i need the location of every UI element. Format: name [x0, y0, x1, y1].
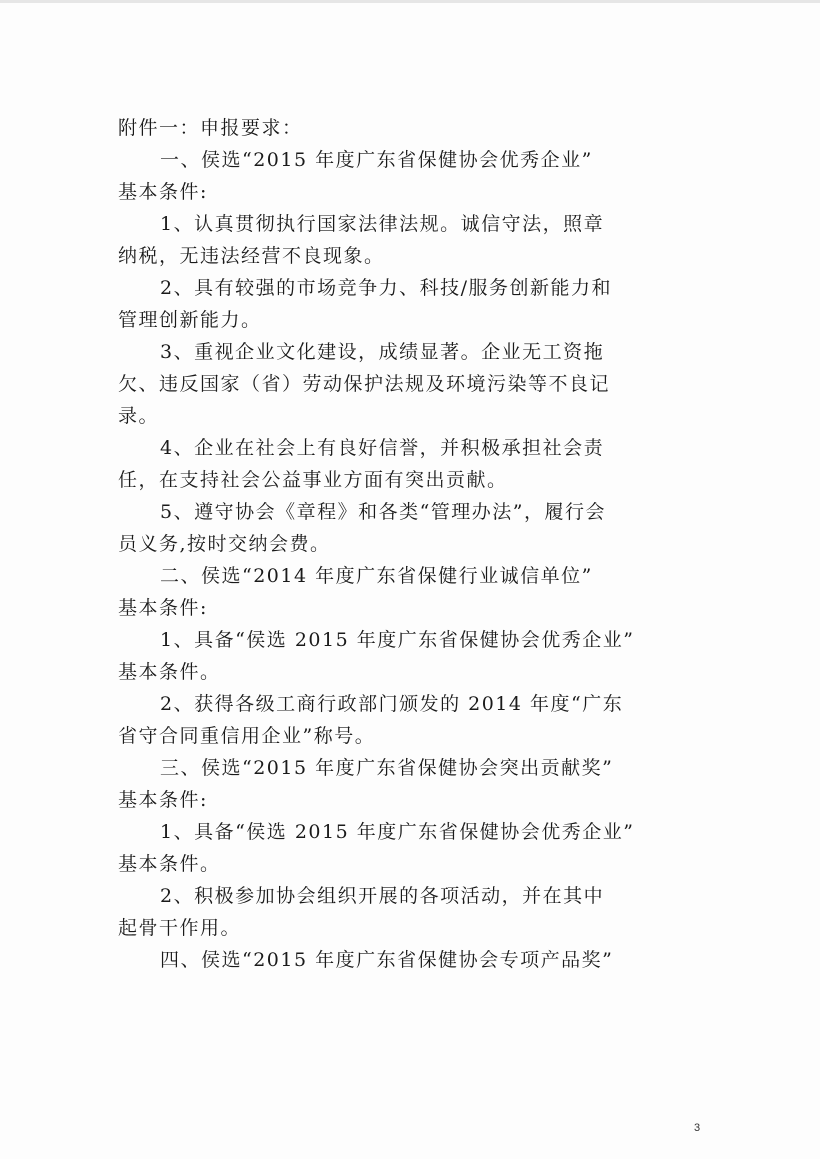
section-3-item-2: 2、积极参加协会组织开展的各项活动，并在其中	[160, 885, 605, 907]
section-3-item-1-cont: 基本条件。	[118, 853, 221, 875]
section-2-item-1-cont: 基本条件。	[118, 661, 221, 683]
section-1-item-4-cont: 任，在支持社会公益事业方面有突出贡献。	[118, 469, 508, 491]
document-heading: 附件一：申报要求：	[118, 117, 303, 139]
section-2-title: 二、侯选“2014 年度广东省保健行业诚信单位”	[160, 565, 593, 587]
section-1-item-4: 4、企业在社会上有良好信誉，并积极承担社会责	[160, 437, 605, 459]
page-number: 3	[694, 1122, 701, 1134]
section-1-item-3-cont: 欠、违反国家（省）劳动保护法规及环境污染等不良记	[118, 373, 611, 395]
section-2-item-2-cont: 省守合同重信用企业”称号。	[118, 725, 376, 747]
section-2-item-1: 1、具备“侯选 2015 年度广东省保健协会优秀企业”	[160, 629, 635, 651]
section-1-item-1-cont: 纳税，无违法经营不良现象。	[118, 245, 385, 267]
document-body	[118, 112, 678, 976]
section-3-title-cont: 基本条件:	[118, 789, 208, 811]
section-1-item-3-cont-2: 录。	[118, 405, 160, 427]
section-1-title: 一、侯选“2015 年度广东省保健协会优秀企业”	[160, 149, 593, 171]
section-1-item-3: 3、重视企业文化建设，成绩显著。企业无工资拖	[160, 341, 605, 363]
section-1-item-5: 5、遵守协会《章程》和各类“管理办法”，履行会	[160, 501, 607, 523]
section-1-item-1: 1、认真贯彻执行国家法律法规。诚信守法，照章	[160, 213, 605, 235]
section-3-title: 三、侯选“2015 年度广东省保健协会突出贡献奖”	[160, 757, 614, 779]
section-2-item-2: 2、获得各级工商行政部门颁发的 2014 年度“广东	[160, 693, 624, 715]
section-1-item-2: 2、具有较强的市场竞争力、科技/服务创新能力和	[160, 277, 612, 299]
scan-edge	[0, 0, 820, 3]
section-2-title-cont: 基本条件:	[118, 597, 208, 619]
section-1-item-2-cont: 管理创新能力。	[118, 309, 262, 331]
section-1-item-5-cont: 员义务,按时交纳会费。	[118, 533, 331, 555]
section-3-item-2-cont: 起骨干作用。	[118, 917, 242, 939]
section-1-title-cont: 基本条件:	[118, 181, 208, 203]
section-4-title: 四、侯选“2015 年度广东省保健协会专项产品奖”	[160, 949, 614, 971]
section-3-item-1: 1、具备“侯选 2015 年度广东省保健协会优秀企业”	[160, 821, 635, 843]
